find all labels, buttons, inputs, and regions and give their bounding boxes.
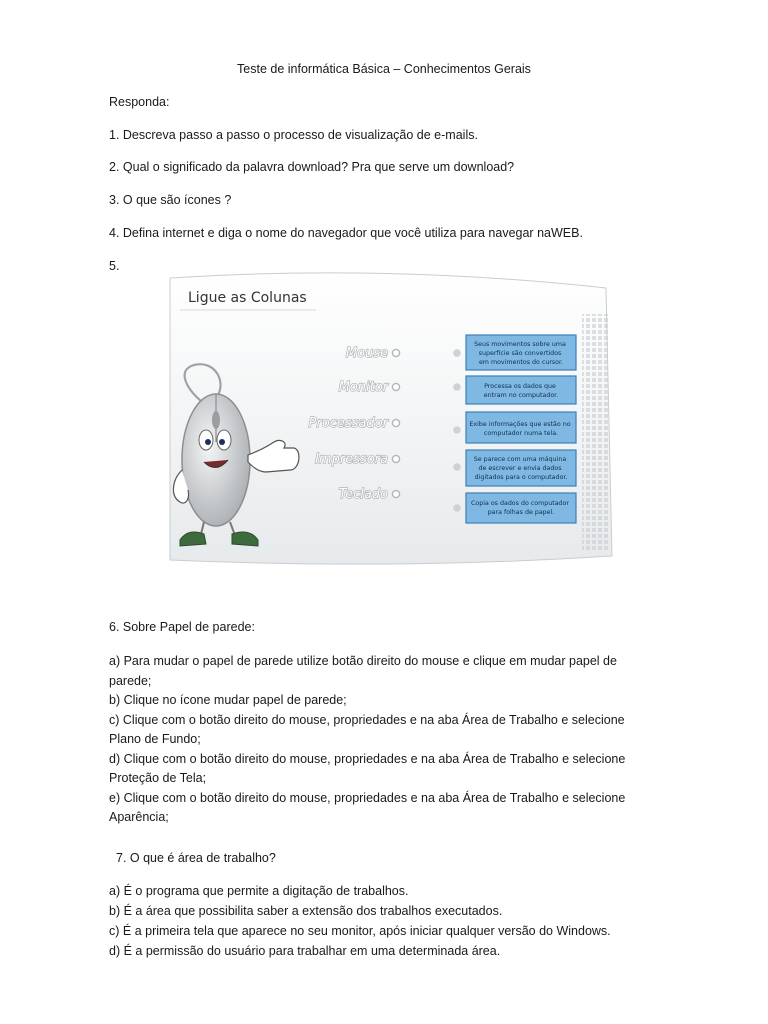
option-6e: e) Clique com o botão direito do mouse, propriedades e na aba Área de Trabalho e selecione Aparência; xyxy=(109,790,626,824)
question-6-options xyxy=(109,652,649,828)
question-1: 1. Descreva passo a passo o processo de visualização de e-mails. xyxy=(109,128,478,142)
description-boxes xyxy=(466,335,576,523)
option-6d: d) Clique com o botão direito do mouse, propriedades e na aba Área de Trabalho e selecione Proteção de Tela; xyxy=(109,751,626,785)
question-5: 5. xyxy=(109,259,120,273)
match-columns-illustration xyxy=(166,270,616,570)
item-monitor: Monitor xyxy=(338,380,388,395)
question-6-heading: 6. Sobre Papel de parede: xyxy=(109,620,255,634)
svg-text:Seus movimentos sobre uma: Seus movimentos sobre uma superfície são convertidos em movimentos do cursor. xyxy=(474,341,566,366)
question-3: 3. O que são ícones ? xyxy=(109,193,232,207)
question-4: 4. Defina internet e diga o nome do navegador que você utiliza para navegar naWEB. xyxy=(109,226,583,240)
option-6a: a) Para mudar o papel de parede utilize botão direito do mouse e clique em mudar papel de parede; xyxy=(109,654,617,688)
svg-text:Exibe informações que estão no: Exibe informações que estão no computador numa tela. xyxy=(469,421,571,437)
svg-text:Copia os dados do computador: Copia os dados do computador para folhas de papel. xyxy=(470,500,570,516)
option-6c: c) Clique com o botão direito do mouse, propriedades e na aba Área de Trabalho e selecione Plano de Fundo; xyxy=(109,712,625,746)
match-columns-figure xyxy=(166,270,616,570)
svg-text:Processa os dados que: Processa os dados que entram no computador. xyxy=(483,383,559,399)
item-teclado: Teclado xyxy=(338,487,388,502)
svg-text:Se parece com uma máquina: Se parece com uma máquina de escrever e envia dados digitados para o computador. xyxy=(473,456,568,481)
option-7c: c) É a primeira tela que aparece no seu monitor, após iniciar qualquer versão do Windows. xyxy=(109,924,611,938)
option-6b: b) Clique no ícone mudar papel de parede; xyxy=(109,693,347,707)
option-7d: d) É a permissão do usuário para trabalhar em uma determinada área. xyxy=(109,944,501,958)
option-7a: a) É o programa que permite a digitação de trabalhos. xyxy=(109,884,409,898)
question-7-heading: 7. O que é área de trabalho? xyxy=(116,851,276,865)
item-mouse: Mouse xyxy=(345,346,388,361)
item-impressora: Impressora xyxy=(315,452,388,467)
document-title: Teste de informática Básica – Conhecimentos Gerais xyxy=(237,62,531,76)
question-2: 2. Qual o significado da palavra download? Pra que serve um download? xyxy=(109,160,515,174)
item-processador: Processador xyxy=(308,416,388,431)
option-7b: b) É a área que possibilita saber a extensão dos trabalhos executados. xyxy=(109,904,503,918)
figure-title: Ligue as Colunas xyxy=(188,290,307,306)
intro-text: Responda: xyxy=(109,95,170,109)
